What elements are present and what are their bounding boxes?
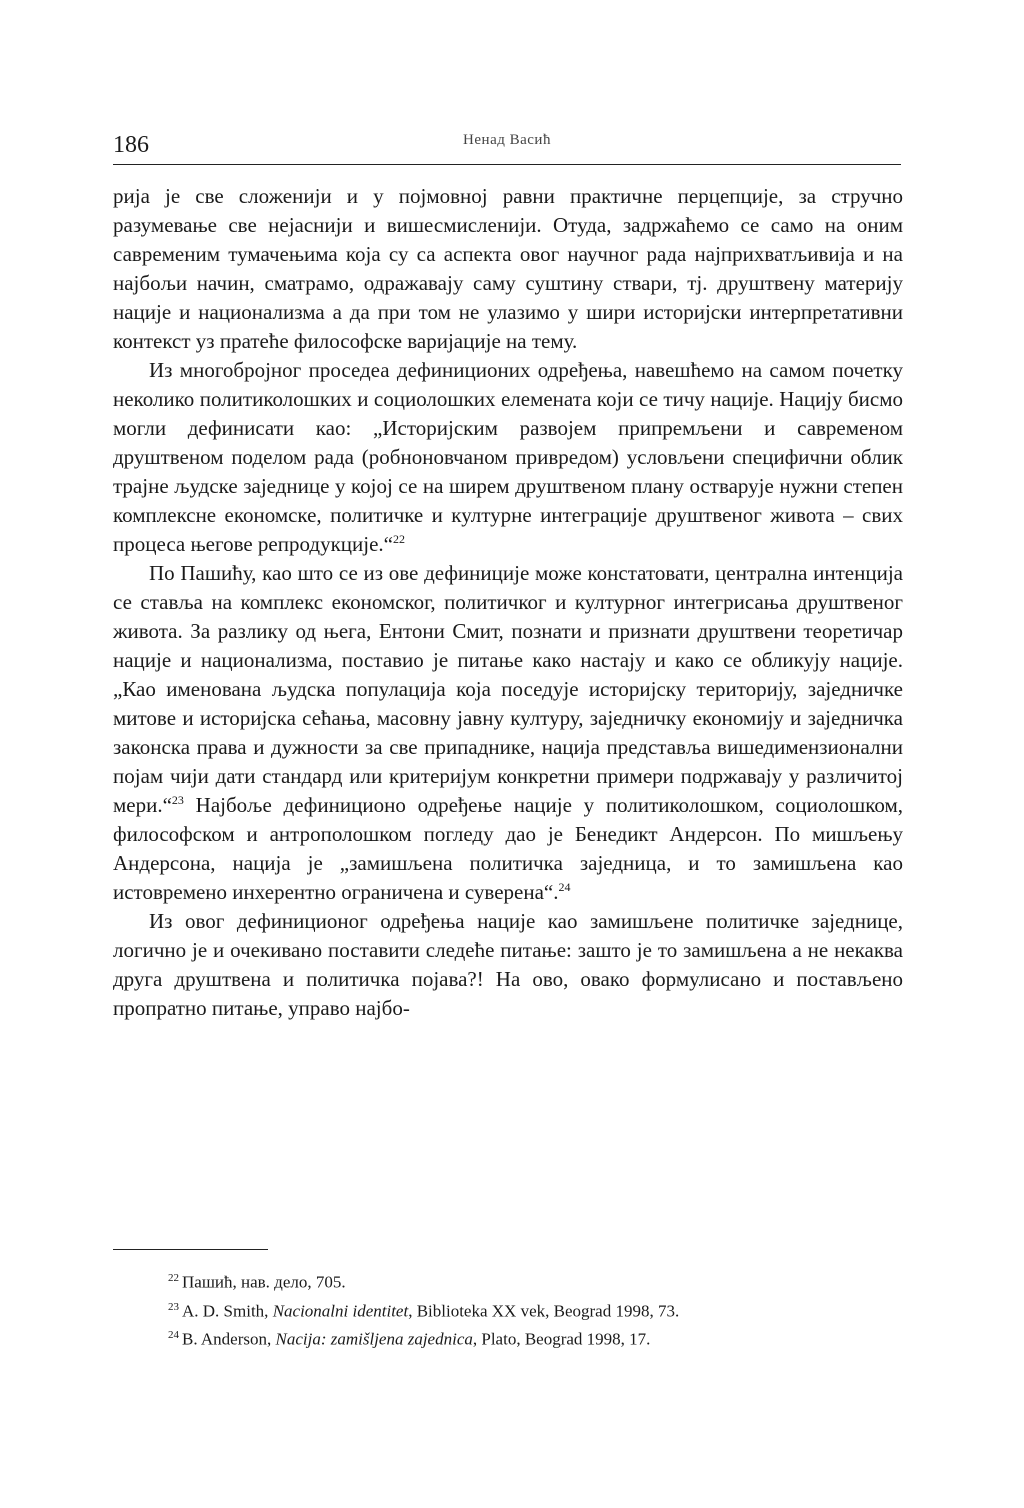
paragraph-1-text: рија је све сложенији и у појмовној равни практичне перцепције, за стручно разумевање све нејаснији и вишесмисленији. Отуда, задржаћемо се само на оним савременим тумачењима која су са аспекта овог научног рада најприхватљивија и на најбољи начин, сматрамо, одражавају саму суштину ствари, тј. друштвену материју нације и национализма а да при том не улазимо у шири историјски интерпретативни контекст уз пратеће философске варијације на тему. xyxy=(113,184,903,353)
paragraph-3-text-b: Најбоље дефиниционо одређење нације у политиколошком, социолошком, философском и антрополошком погледу дао је Бенедикт Андерсон. По мишљењу Андерсона, нација је „замишљена политичка заједница, и то замишљена као истовремено инхерентно ограничена и суверена“. xyxy=(113,793,903,904)
footnote-24 xyxy=(168,1323,888,1352)
paragraph-4-text: Из овог дефиниционог одређења нације као замишљене политичке заједнице, логично је и очекивано поставити следеће питање: зашто је то замишљена а не некаква друга друштвена и политичка појава?! На ово, овако формулисано и постављено пропратно питање, управо најбо- xyxy=(113,909,903,1020)
footnote-divider xyxy=(113,1249,268,1250)
footnote-publication: , Biblioteka XX vek, Beograd 1998, 73. xyxy=(408,1301,680,1321)
footnote-22 xyxy=(168,1266,888,1295)
paragraph-3 xyxy=(113,559,903,907)
paragraph-4 xyxy=(113,907,903,1023)
footnote-ref-24: 24 xyxy=(558,880,571,894)
body-text xyxy=(113,182,903,1023)
footnote-number: 24 xyxy=(168,1329,179,1342)
footnote-ref-22: 22 xyxy=(392,532,405,546)
page-number: 186 xyxy=(113,132,149,158)
paragraph-2 xyxy=(113,356,903,559)
footnote-text: Пашић, нав. дело, 705. xyxy=(182,1272,346,1292)
footnote-23 xyxy=(168,1295,888,1324)
footnote-number: 22 xyxy=(168,1272,179,1284)
footnote-ref-23: 23 xyxy=(171,793,184,807)
paragraph-1 xyxy=(113,182,903,356)
page-header xyxy=(113,130,901,165)
running-head-author: Ненад Васић xyxy=(463,132,551,148)
paragraph-2-text: Из многобројног проседеа дефиниционих одређења, навешћемо на самом почетку неколико политиколошких и социолошких елемената који се тичу нације. Нацију бисмо могли дефинисати као: „Историјским развојем припремљени и савременом друштвеном поделом рада (робноновчаном привредом) условљени специфични облик трајне људске заједнице у којој се на ширем друштвеном плану остварује нужни степен комплексне економске, политичке и културне интеграције друштвеног живота – свих процеса његове репродукције.“ xyxy=(113,358,903,556)
paragraph-3-text-a: По Пашићу, као што се из ове дефиниције може констатовати, централна интенција се ставља на комплекс економског, политичког и културног интегрисања друштвеног живота. За разлику од њега, Ентони Смит, познати и признати друштвени теоретичар нације и национализма, поставио је питање како настају и како се обликују нације. „Као именована људска популација која поседује историјску територију, заједничке митове и историјска сећања, масовну јавну културу, заједничку економију и заједничка законска права и дужности за све припаднике, нација представља вишедимензионални појам чији дати стандард или критеријум конкретни примери подржавају у различитој мери.“ xyxy=(113,561,903,817)
footnote-author: A. D. Smith, xyxy=(182,1301,273,1321)
footnote-book-title: Nacionalni identitet xyxy=(272,1301,409,1321)
footnote-book-title: Nacija: zamišljena zajednica xyxy=(275,1329,473,1349)
footnote-number: 23 xyxy=(168,1300,179,1313)
footnote-author: B. Anderson, xyxy=(182,1329,276,1349)
footnote-publication: , Plato, Beograd 1998, 17. xyxy=(472,1329,651,1349)
footnotes xyxy=(168,1266,888,1352)
